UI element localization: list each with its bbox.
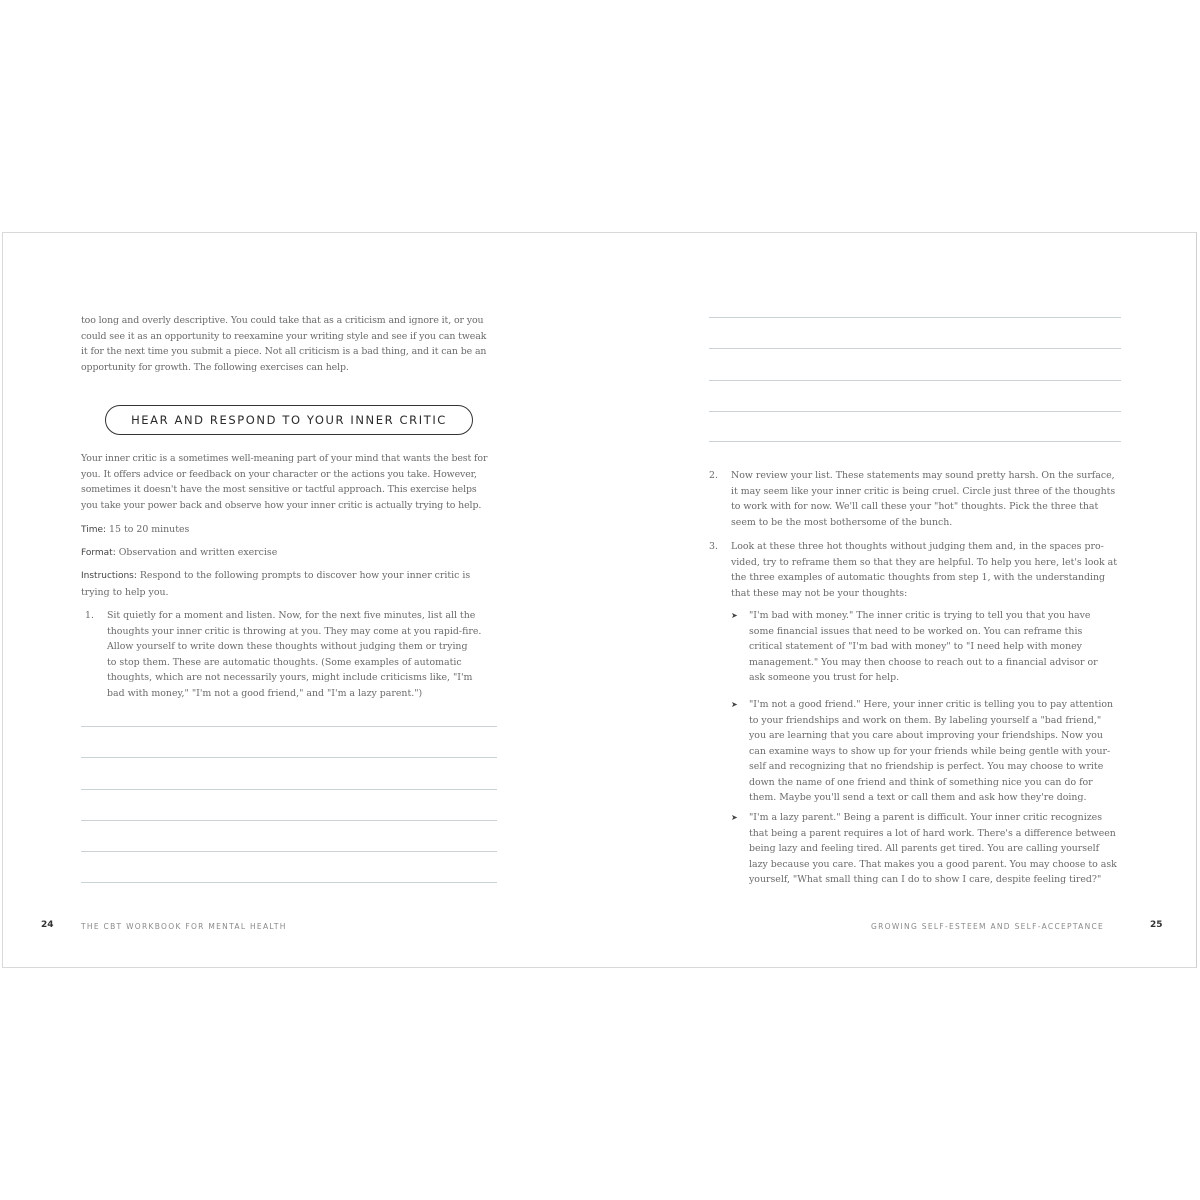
- writing-line[interactable]: [709, 348, 1121, 349]
- instructions-label: Instructions:: [81, 571, 137, 581]
- page-number-right: 25: [1150, 920, 1163, 930]
- text-line: ask someone you trust for help.: [749, 672, 900, 683]
- writing-line[interactable]: [709, 441, 1121, 442]
- text-line: to work with for now. We'll call these your "hot" thoughts. Pick the three that: [731, 501, 1099, 512]
- text-line: down the name of one friend and think of something nice you can do for: [749, 776, 1093, 788]
- text-line: thoughts your inner critic is throwing at you. They may come at you rapid-fire.: [107, 625, 482, 637]
- time-label: Time:: [81, 525, 107, 535]
- step-number: 1.: [85, 610, 94, 621]
- right-page: [601, 233, 1198, 967]
- text-line: to stop them. These are automatic thoughts. (Some examples of automatic: [107, 656, 462, 668]
- text-line: yourself, "What small thing can I do to show I care, despite feeling tired?": [749, 874, 1102, 885]
- text-line: that these may not be your thoughts:: [731, 587, 908, 599]
- writing-line[interactable]: [709, 380, 1121, 381]
- text-line: you take your power back and observe how your inner critic is actually trying to help.: [81, 499, 482, 511]
- left-page: [3, 233, 601, 967]
- step-number: 3.: [709, 541, 718, 552]
- writing-line[interactable]: [709, 317, 1121, 318]
- writing-line[interactable]: [81, 789, 497, 790]
- text-line: Sit quietly for a moment and listen. Now, for the next five minutes, list all the: [107, 610, 476, 621]
- text-line: them. Maybe you'll send a text or call them and ask how they're doing.: [749, 792, 1087, 803]
- bullet-item: [731, 608, 1131, 688]
- book-spread: [2, 232, 1197, 968]
- writing-line[interactable]: [81, 851, 497, 852]
- running-title-right: GROWING SELF-ESTEEM AND SELF-ACCEPTANCE: [871, 922, 1105, 931]
- step-1: [85, 608, 505, 708]
- text-line: seem to be the most bothersome of the bunch.: [731, 516, 953, 528]
- text-line: could see it as an opportunity to reexamine your writing style and see if you can tweak: [81, 330, 487, 342]
- text-line: to your friendships and work on them. By labeling yourself a "bad friend,": [749, 714, 1102, 726]
- instructions-text: Respond to the following prompts to discover how your inner critic is: [139, 570, 471, 581]
- text-line: trying to help you.: [81, 586, 169, 598]
- writing-line[interactable]: [81, 726, 497, 727]
- exercise-heading-text: HEAR AND RESPOND TO YOUR INNER CRITIC: [131, 413, 447, 427]
- text-line: "I'm not a good friend." Here, your inner critic is telling you to pay attention: [749, 699, 1113, 710]
- text-line: too long and overly descriptive. You could take that as a criticism and ignore it, or you: [81, 315, 484, 326]
- text-line: sometimes it doesn't have the most sensitive or tactful approach. This exercise helps: [81, 484, 477, 495]
- text-line: can examine ways to show up for your friends while being gentle with your-: [749, 745, 1111, 757]
- text-line: Your inner critic is a sometimes well-meaning part of your mind that wants the best for: [81, 453, 488, 464]
- page-number-left: 24: [41, 920, 54, 930]
- text-line: opportunity for growth. The following exercises can help.: [81, 361, 349, 373]
- text-line: "I'm a lazy parent." Being a parent is difficult. Your inner critic recognizes: [749, 812, 1103, 823]
- text-line: self and recognizing that no friendship is perfect. You may choose to write: [749, 761, 1104, 772]
- text-line: bad with money," "I'm not a good friend," and "I'm a lazy parent."): [107, 687, 423, 699]
- text-line: thoughts, which are not necessarily yours, might include criticisms like, "I'm: [107, 672, 473, 683]
- exercise-heading: [105, 405, 473, 435]
- step-2: [709, 468, 1129, 532]
- text-line: vided, try to reframe them so that they are helpful. To help you here, let's look at: [731, 556, 1118, 568]
- description-paragraph: [81, 451, 501, 513]
- step-3: [709, 539, 1129, 603]
- intro-paragraph: [81, 313, 501, 375]
- text-line: management." You may then choose to reach out to a financial advisor or: [749, 656, 1098, 668]
- running-title-left: THE CBT WORKBOOK FOR MENTAL HEALTH: [81, 922, 287, 931]
- text-line: Allow yourself to write down these thoughts without judging them or trying: [107, 641, 468, 652]
- step-number: 2.: [709, 470, 718, 481]
- writing-line[interactable]: [81, 820, 497, 821]
- bullet-item: [731, 810, 1131, 890]
- text-line: "I'm bad with money." The inner critic is trying to tell you that you have: [749, 610, 1091, 621]
- text-line: it may seem like your inner critic is being cruel. Circle just three of the thoughts: [731, 485, 1116, 497]
- text-line: Now review your list. These statements may sound pretty harsh. On the surface,: [731, 470, 1115, 481]
- text-line: being lazy and feeling tired. All parents get tired. You are calling yourself: [749, 843, 1100, 854]
- text-line: the three examples of automatic thoughts from step 1, with the understanding: [731, 572, 1106, 583]
- writing-line[interactable]: [709, 411, 1121, 412]
- text-line: you. It offers advice or feedback on your character or the actions you take. However,: [81, 468, 477, 480]
- format-value: Observation and written exercise: [118, 547, 278, 558]
- time-value: 15 to 20 minutes: [109, 524, 190, 535]
- bullet-item: [731, 697, 1131, 807]
- text-line: that being a parent requires a lot of hard work. There's a difference between: [749, 827, 1116, 839]
- instructions-row: [81, 568, 501, 600]
- format-row: [81, 545, 501, 562]
- arrow-bullet-icon: ➤: [731, 813, 738, 822]
- text-line: Look at these three hot thoughts without judging them and, in the spaces pro-: [731, 541, 1104, 552]
- format-label: Format:: [81, 548, 116, 558]
- text-line: lazy because you care. That makes you a good parent. You may choose to ask: [749, 858, 1117, 870]
- text-line: some financial issues that need to be worked on. You can reframe this: [749, 625, 1083, 637]
- time-row: [81, 522, 501, 539]
- text-line: critical statement of "I'm bad with money" to "I need help with money: [749, 641, 1082, 652]
- text-line: you are learning that you care about improving your friendships. Now you: [749, 730, 1103, 741]
- writing-line[interactable]: [81, 882, 497, 883]
- text-line: it for the next time you submit a piece. Not all criticism is a bad thing, and it can be an: [81, 346, 487, 357]
- writing-line[interactable]: [81, 757, 497, 758]
- arrow-bullet-icon: ➤: [731, 611, 738, 620]
- arrow-bullet-icon: ➤: [731, 700, 738, 709]
